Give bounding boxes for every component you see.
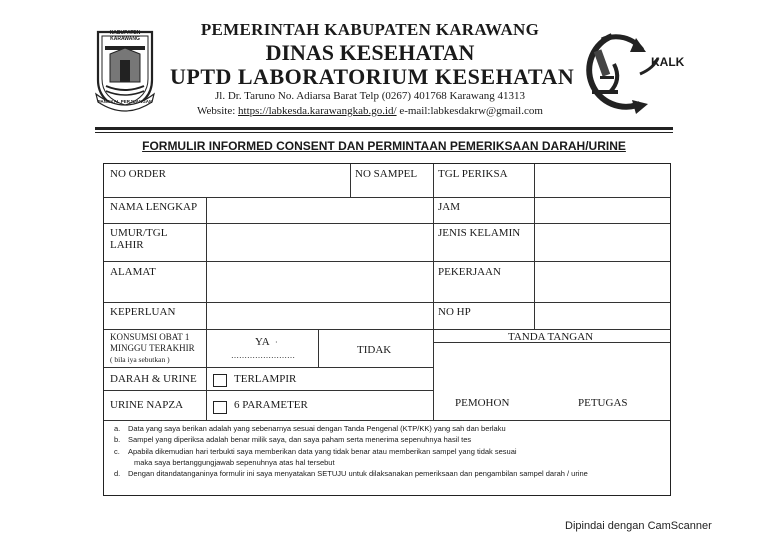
lab-name: UPTD LABORATORIUM KESEHATAN bbox=[170, 64, 575, 89]
address-line: Jl. Dr. Taruno No. Adiarsa Barat Telp (0267) 401768 Karawang 41313 bbox=[215, 90, 525, 102]
umur-tgl-lahir-field[interactable] bbox=[208, 225, 430, 259]
consent-notes bbox=[112, 423, 667, 479]
row-line bbox=[104, 390, 433, 391]
email-text: e-mail:labkesdakrw@gmail.com bbox=[396, 105, 543, 117]
crest-top-text: KABUPATEN KARAWANG bbox=[109, 30, 141, 42]
col-line bbox=[206, 329, 207, 420]
petugas-label: PETUGAS bbox=[578, 397, 628, 409]
alamat-label: ALAMAT bbox=[110, 266, 156, 278]
parameter-checkbox[interactable] bbox=[213, 401, 227, 414]
government-name: PEMERINTAH KABUPATEN KARAWANG bbox=[200, 20, 540, 39]
pekerjaan-field[interactable] bbox=[536, 263, 666, 300]
col-line bbox=[318, 329, 319, 367]
row-line bbox=[104, 420, 670, 421]
no-order-label: NO ORDER bbox=[110, 168, 166, 180]
minggu-terakhir-label: MINGGU TERAKHIR bbox=[110, 343, 195, 353]
parameter-label: 6 PARAMETER bbox=[234, 399, 308, 411]
terlampir-label: TERLAMPIR bbox=[234, 373, 297, 385]
col-line bbox=[206, 197, 207, 329]
urine-napza-label: URINE NAPZA bbox=[110, 399, 184, 411]
darah-urine-label: DARAH & URINE bbox=[110, 373, 197, 385]
website-label: Website: bbox=[197, 105, 239, 117]
row-line bbox=[104, 261, 670, 262]
petugas-signature-area[interactable] bbox=[554, 344, 666, 394]
contact-line bbox=[170, 105, 570, 117]
tidak-option[interactable]: TIDAK bbox=[357, 344, 392, 356]
bila-iya-label: ( bila iya sebutkan ) bbox=[110, 355, 170, 364]
camscanner-footer: Dipindai dengan CamScanner bbox=[565, 520, 712, 532]
ya-option[interactable]: YA bbox=[255, 336, 270, 348]
note-text: Dengan ditandatanganinya formulir ini saya menyatakan SETUJU untuk dilaksanakan pemeriksaan dan pengambilan sampel darah / urine bbox=[128, 469, 588, 479]
row-line bbox=[104, 302, 670, 303]
kalk-microscope-logo bbox=[566, 30, 686, 116]
row-line bbox=[104, 367, 433, 368]
row-line bbox=[104, 223, 670, 224]
keperluan-field[interactable] bbox=[208, 304, 430, 327]
form-title-text: FORMULIR INFORMED CONSENT DAN PERMINTAAN PEMERIKSAAN DARAH/URINE bbox=[142, 139, 626, 153]
consent-form-table bbox=[103, 163, 671, 496]
no-hp-field[interactable] bbox=[536, 304, 666, 327]
col-line bbox=[433, 164, 434, 420]
note-marker: c. bbox=[114, 446, 120, 456]
consent-note bbox=[112, 423, 667, 434]
col-line bbox=[350, 164, 351, 197]
no-hp-label: NO HP bbox=[438, 306, 471, 318]
consent-note bbox=[112, 446, 667, 457]
nama-lengkap-field[interactable] bbox=[208, 199, 430, 221]
row-line bbox=[104, 329, 670, 330]
no-sampel-label: NO SAMPEL bbox=[355, 168, 418, 180]
pekerjaan-label: PEKERJAAN bbox=[438, 266, 501, 278]
jam-field[interactable] bbox=[536, 199, 666, 221]
nama-lengkap-label: NAMA LENGKAP bbox=[110, 201, 198, 213]
consent-note bbox=[112, 434, 667, 445]
crest-bottom-text: PANGKAL PERJUANGAN bbox=[97, 99, 153, 104]
tgl-periksa-label: TGL PERIKSA bbox=[438, 168, 508, 180]
lahir-label: LAHIR bbox=[110, 239, 144, 251]
jam-label: JAM bbox=[438, 201, 461, 213]
no-order-field[interactable] bbox=[184, 166, 344, 194]
alamat-field[interactable] bbox=[208, 263, 430, 300]
keperluan-label: KEPERLUAN bbox=[110, 306, 176, 318]
note-text: maka saya bertanggungjawab sepenuhnya atas hal tersebut bbox=[134, 457, 335, 467]
department-name: DINAS KESEHATAN bbox=[265, 40, 475, 65]
konsumsi-obat-label: KONSUMSI OBAT 1 bbox=[110, 332, 190, 342]
col-line bbox=[534, 164, 535, 329]
header-rule-thin bbox=[95, 132, 673, 133]
pemohon-label: PEMOHON bbox=[455, 397, 510, 409]
letterhead bbox=[170, 20, 575, 130]
note-text: Data yang saya berikan adalah yang sebenarnya sesuai dengan Tanda Pengenal (KTP/KK) yang sah dan berlaku bbox=[128, 424, 506, 433]
header-rule-thick bbox=[95, 127, 673, 130]
note-marker: d. bbox=[114, 469, 121, 479]
tgl-periksa-field[interactable] bbox=[536, 166, 666, 194]
ya-tick-mark: · bbox=[275, 338, 278, 347]
jenis-kelamin-label: JENIS KELAMIN bbox=[438, 227, 521, 239]
consent-note bbox=[112, 468, 667, 479]
terlampir-checkbox[interactable] bbox=[213, 374, 227, 387]
pemohon-signature-area[interactable] bbox=[435, 344, 551, 394]
form-title bbox=[0, 139, 768, 153]
kalk-logo-text: KALK bbox=[651, 55, 685, 69]
umur-tgl-label: UMUR/TGL bbox=[110, 227, 168, 239]
note-marker: a. bbox=[114, 424, 121, 433]
note-text: Sampel yang diperiksa adalah benar milik saya, dan saya paham serta menerima sepenuhnya hasil tes bbox=[128, 435, 472, 445]
consent-note bbox=[112, 457, 667, 468]
ya-specify-line[interactable]: …………………… bbox=[231, 351, 295, 360]
note-text: Apabila dikemudian hari terbukti saya memberikan data yang tidak benar atau memberikan sampel yang tidak sesuai bbox=[128, 446, 517, 456]
jenis-kelamin-field[interactable] bbox=[536, 225, 666, 259]
website-link[interactable]: https://labkesda.karawangkab.go.id/ bbox=[238, 105, 397, 117]
tanda-tangan-label: TANDA TANGAN bbox=[508, 331, 594, 343]
row-line bbox=[104, 197, 670, 198]
note-marker: b. bbox=[114, 435, 121, 445]
